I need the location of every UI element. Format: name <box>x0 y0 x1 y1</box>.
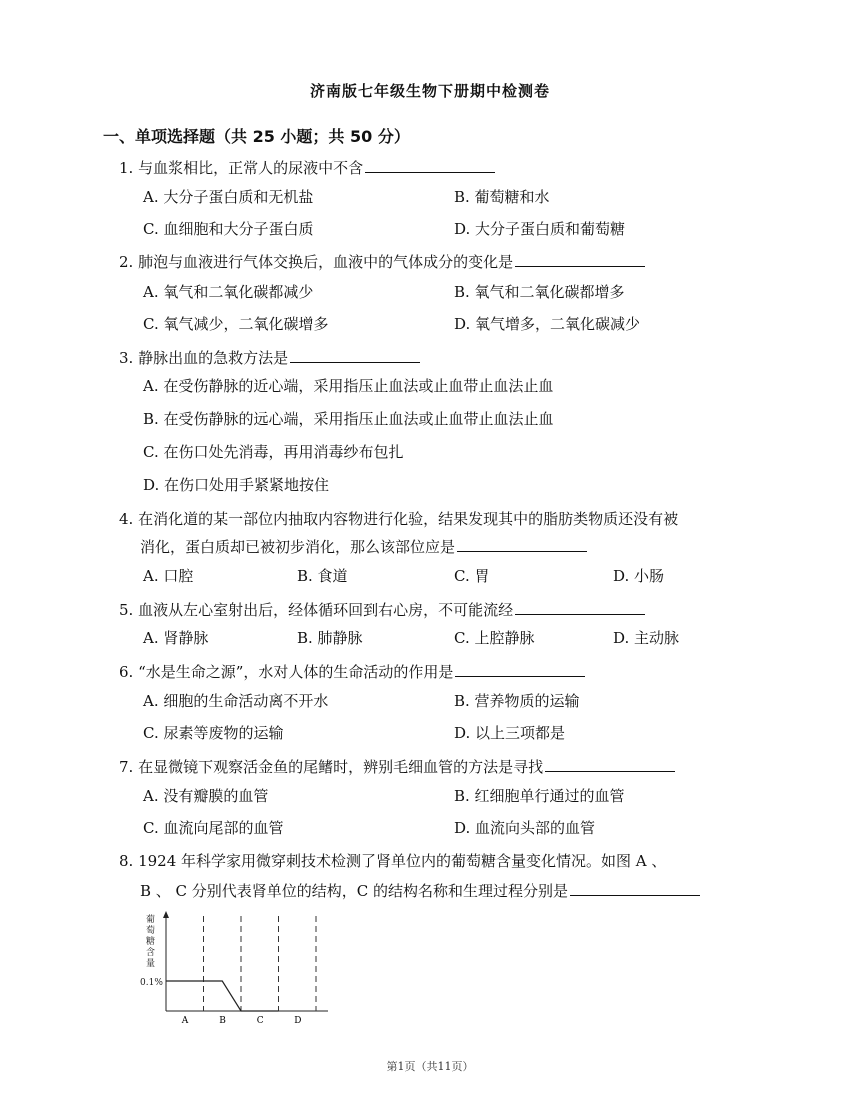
x-tick-label: D <box>294 1016 302 1026</box>
question-1-stem: 1. 与血浆相比，正常人的尿液中不含 <box>119 158 495 178</box>
answer-blank <box>365 158 495 173</box>
x-tick-label: C <box>256 1016 264 1026</box>
option-c: C. 血细胞和大分子蛋白质 <box>143 220 314 238</box>
x-tick-label: A <box>181 1016 189 1026</box>
option-a: A. 大分子蛋白质和无机盐 <box>143 188 314 206</box>
x-tick-label: B <box>219 1016 226 1026</box>
question-3-stem: 3. 静脉出血的急救方法是 <box>119 348 420 368</box>
question-8-stem: 8. 1924 年科学家用微穿刺技术检测了肾单位内的葡萄糖含量变化情况。如图 A 、 <box>119 852 667 870</box>
answer-blank <box>515 252 645 267</box>
y-axis-label <box>146 913 155 969</box>
option-b: B. 氧气和二氧化碳都增多 <box>454 283 625 301</box>
glucose-line <box>166 981 279 1011</box>
question-5-stem: 5. 血液从左心室射出后，经体循环回到右心房，不可能流经 <box>119 600 645 620</box>
y-axis-label-char: 量 <box>146 959 156 969</box>
section-heading: 一、单项选择题（共 25 小题；共 50 分） <box>103 127 410 146</box>
page-footer: 第1页（共11页） <box>386 1060 474 1073</box>
option-b: B. 葡萄糖和水 <box>454 188 550 206</box>
y-tick-label: 0.1% <box>140 978 163 988</box>
option-c: C. 胃 <box>454 567 490 585</box>
question-8-stem-cont: B 、 C 分别代表肾单位的结构，C 的结构名称和生理过程分别是 <box>140 881 700 901</box>
option-d: D. 以上三项都是 <box>454 724 566 742</box>
option-d: D. 主动脉 <box>613 629 680 647</box>
option-a: A. 没有瓣膜的血管 <box>143 787 269 805</box>
answer-blank <box>545 757 675 772</box>
y-axis-label-char: 萄 <box>146 926 156 936</box>
question-6-stem: 6. “水是生命之源”，水对人体的生命活动的作用是 <box>119 662 585 682</box>
option-a: A. 细胞的生命活动离不开水 <box>143 692 329 710</box>
answer-blank <box>570 881 700 896</box>
question-2-stem: 2. 肺泡与血液进行气体交换后，血液中的气体成分的变化是 <box>119 252 645 272</box>
option-a: A. 氧气和二氧化碳都减少 <box>143 283 314 301</box>
option-b: B. 在受伤静脉的远心端，采用指压止血法或止血带止血法止血 <box>143 410 554 428</box>
option-c: C. 氧气减少，二氧化碳增多 <box>143 315 329 333</box>
option-a: A. 肾静脉 <box>143 629 209 647</box>
option-c: C. 在伤口处先消毒，再用消毒纱布包扎 <box>143 443 404 461</box>
question-7-stem: 7. 在显微镜下观察活金鱼的尾鳍时，辨别毛细血管的方法是寻找 <box>119 757 675 777</box>
option-b: B. 食道 <box>297 567 348 585</box>
option-b: B. 营养物质的运输 <box>454 692 580 710</box>
y-axis-arrow <box>163 911 169 918</box>
option-d: D. 小肠 <box>613 567 665 585</box>
y-axis-label-char: 糖 <box>146 937 156 947</box>
y-axis-label-char: 含 <box>146 948 156 958</box>
option-b: B. 红细胞单行通过的血管 <box>454 787 625 805</box>
answer-blank <box>515 600 645 615</box>
answer-blank <box>290 348 420 363</box>
page-title: 济南版七年级生物下册期中检测卷 <box>309 82 550 100</box>
option-c: C. 上腔静脉 <box>454 629 535 647</box>
y-axis-label-char: 葡 <box>146 915 156 925</box>
option-a: A. 口腔 <box>143 567 194 585</box>
option-c: C. 尿素等废物的运输 <box>143 724 284 742</box>
answer-blank <box>457 537 587 552</box>
option-b: B. 肺静脉 <box>297 629 363 647</box>
option-c: C. 血流向尾部的血管 <box>143 819 284 837</box>
option-a: A. 在受伤静脉的近心端，采用指压止血法或止血带止血法止血 <box>143 377 554 395</box>
answer-blank <box>455 662 585 677</box>
option-d: D. 氧气增多，二氧化碳减少 <box>454 315 641 333</box>
question-4-stem: 4. 在消化道的某一部位内抽取内容物进行化验，结果发现其中的脂肪类物质还没有被 <box>119 510 679 528</box>
option-d: D. 大分子蛋白质和葡萄糖 <box>454 220 626 238</box>
option-d: D. 在伤口处用手紧紧地按住 <box>143 476 330 494</box>
question-4-stem-cont: 消化，蛋白质却已被初步消化，那么该部位应是 <box>140 537 587 557</box>
option-d: D. 血流向头部的血管 <box>454 819 596 837</box>
glucose-chart <box>132 908 332 1028</box>
